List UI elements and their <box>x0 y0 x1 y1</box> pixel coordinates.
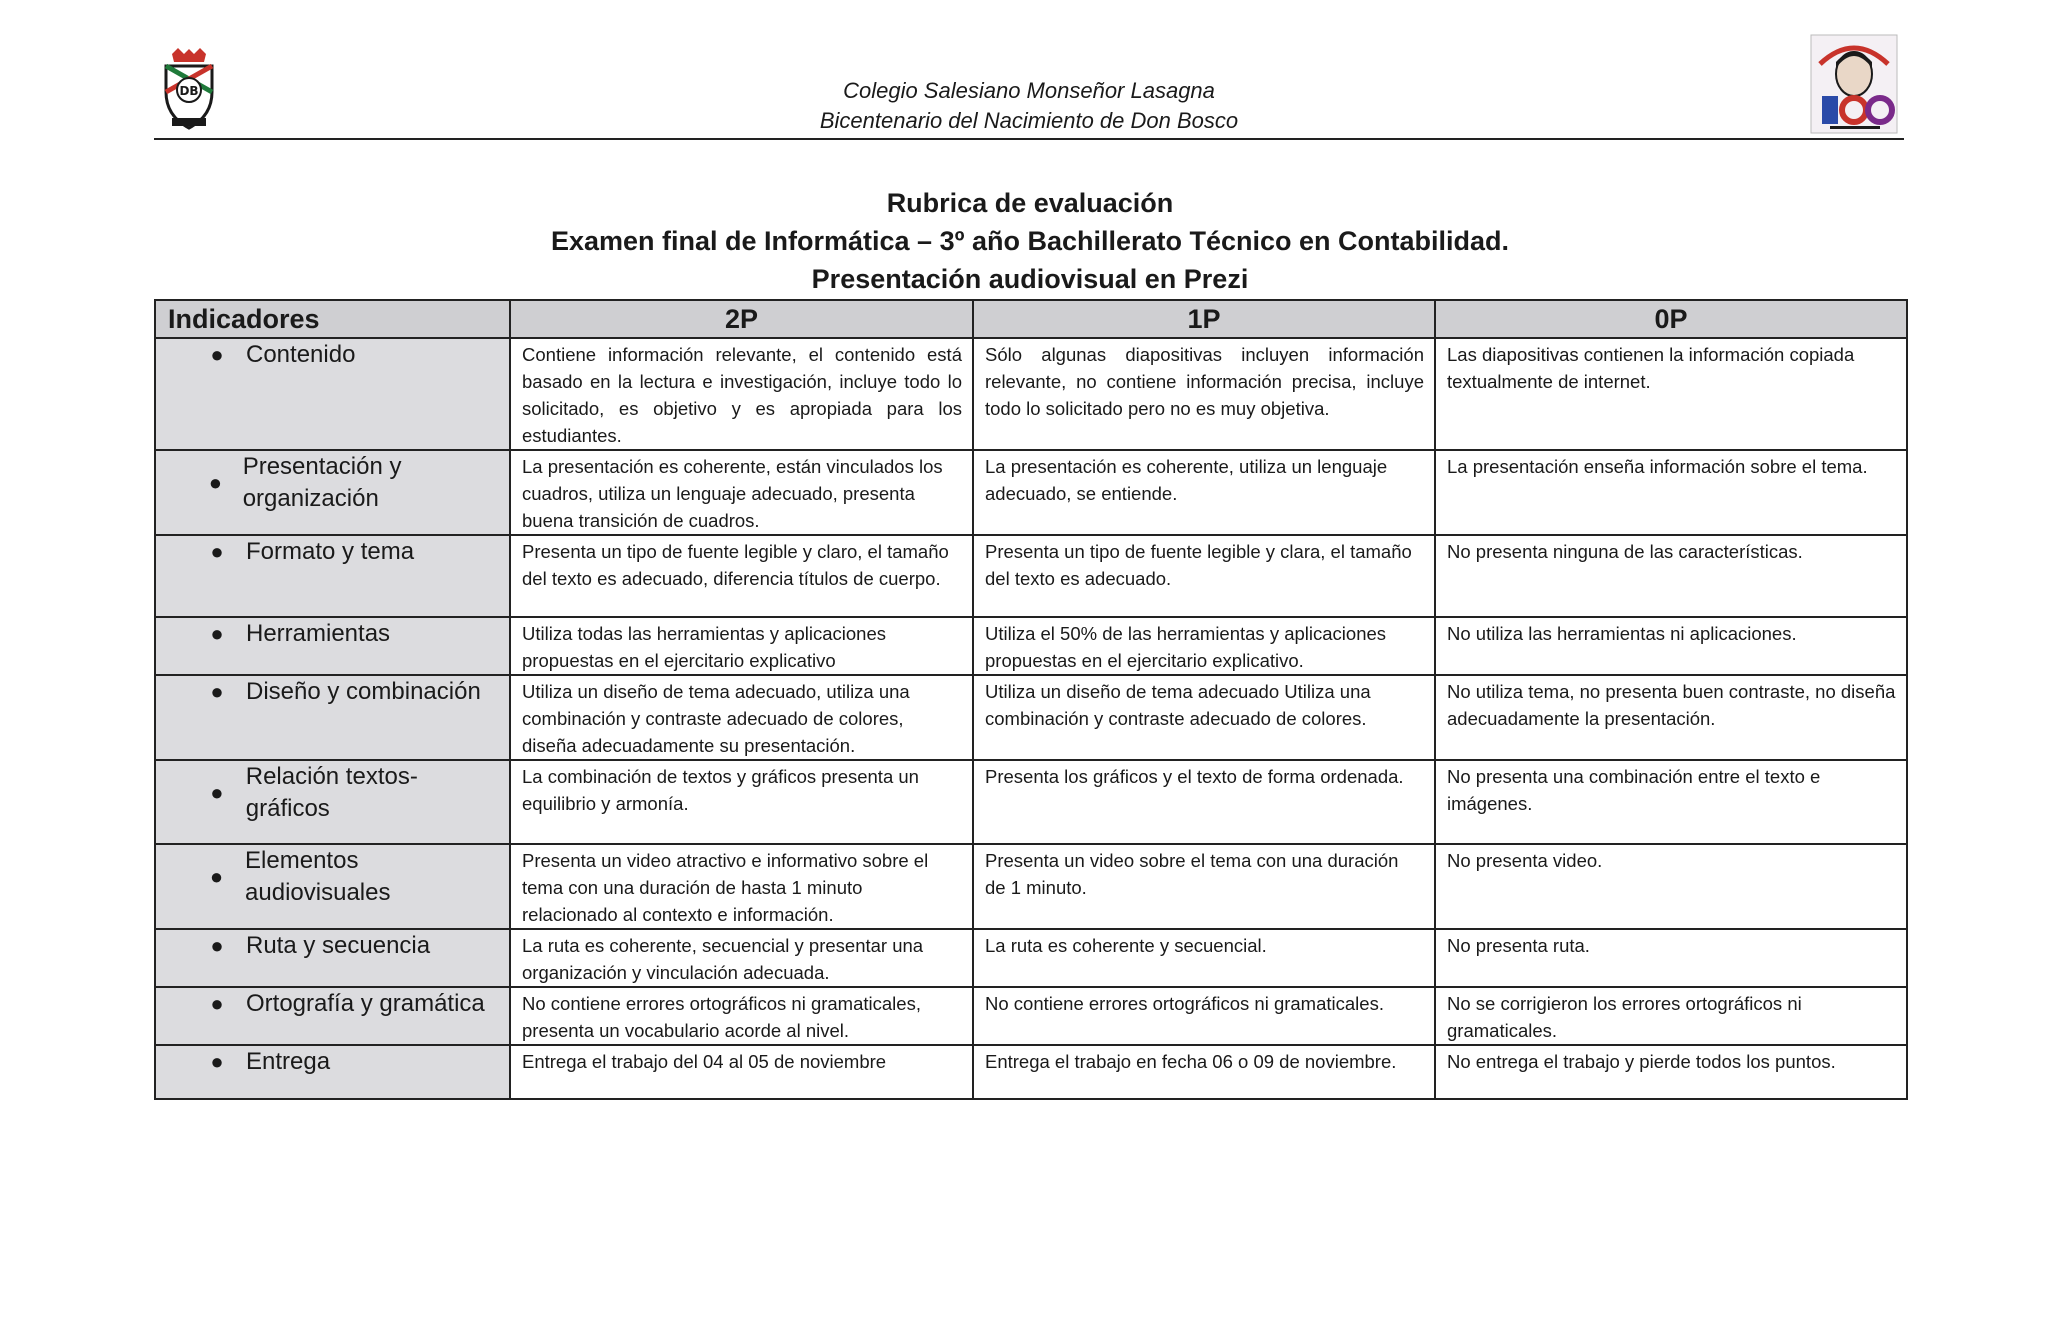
criteria-2p: La ruta es coherente, secuencial y presentar una organización y vinculación adecuada. <box>510 929 973 987</box>
rubric-table <box>154 299 1908 1100</box>
table-row <box>155 450 1907 535</box>
criteria-2p: Presenta un video atractivo e informativo sobre el tema con una duración de hasta 1 minuto relacionado al contexto e información. <box>510 844 973 929</box>
table-row <box>155 617 1907 675</box>
page-header <box>154 30 1904 140</box>
indicator-label: Relación textos-gráficos <box>245 763 418 822</box>
header-1p: 1P <box>973 300 1435 338</box>
bullet-icon: ● <box>210 991 224 1016</box>
criteria-1p: Utiliza un diseño de tema adecuado Utiliza una combinación y contraste adecuado de colores. <box>973 675 1435 760</box>
bullet-icon: ● <box>210 1049 224 1074</box>
header-0p: 0P <box>1435 300 1907 338</box>
table-row <box>155 675 1907 760</box>
criteria-0p: Las diapositivas contienen la información copiada textualmente de internet. <box>1435 338 1907 450</box>
presentation-title: Presentación audiovisual en Prezi <box>811 264 1249 294</box>
indicator-label: Presentación y organización <box>242 453 402 512</box>
school-name: Colegio Salesiano Monseñor Lasagna <box>843 78 1215 103</box>
indicator-label: Herramientas <box>246 620 391 647</box>
criteria-1p: No contiene errores ortográficos ni gramaticales. <box>973 987 1435 1045</box>
bullet-icon: ● <box>210 933 224 958</box>
criteria-2p: La presentación es coherente, están vinculados los cuadros, utiliza un lenguaje adecuado, presenta buena transición de cuadros. <box>510 450 973 535</box>
criteria-2p: No contiene errores ortográficos ni gramaticales, presenta un vocabulario acorde al nivel. <box>510 987 973 1045</box>
table-row <box>155 338 1907 450</box>
criteria-0p: No presenta ruta. <box>1435 929 1907 987</box>
indicator-label: Contenido <box>246 341 356 368</box>
criteria-2p: Presenta un tipo de fuente legible y claro, el tamaño del texto es adecuado, diferencia títulos de cuerpo. <box>510 535 973 617</box>
bullet-icon: ● <box>210 621 224 646</box>
table-row <box>155 929 1907 987</box>
bullet-icon: ● <box>208 470 222 495</box>
criteria-1p: Utiliza el 50% de las herramientas y aplicaciones propuestas en el ejercitario explicativo. <box>973 617 1435 675</box>
criteria-2p: Utiliza un diseño de tema adecuado, utiliza una combinación y contraste adecuado de colores, diseña adecuadamente su presentación. <box>510 675 973 760</box>
indicator-cell <box>155 987 510 1045</box>
exam-title: Examen final de Informática – 3º año Bachillerato Técnico en Contabilidad. <box>550 226 1510 256</box>
table-row <box>155 535 1907 617</box>
criteria-0p: No utiliza tema, no presenta buen contraste, no diseña adecuadamente la presentación. <box>1435 675 1907 760</box>
criteria-1p: Presenta un tipo de fuente legible y clara, el tamaño del texto es adecuado. <box>973 535 1435 617</box>
criteria-1p: La presentación es coherente, utiliza un lenguaje adecuado, se entiende. <box>973 450 1435 535</box>
table-header-row <box>155 300 1907 338</box>
indicator-cell <box>155 338 510 450</box>
criteria-1p: Presenta un video sobre el tema con una duración de 1 minuto. <box>973 844 1435 929</box>
indicator-label: Entrega <box>246 1048 331 1075</box>
indicator-cell <box>155 929 510 987</box>
criteria-2p: Contiene información relevante, el contenido está basado en la lectura e investigación, incluye todo lo solicitado, es objetivo y es apropiada para los estudiantes. <box>510 338 973 450</box>
table-row <box>155 1045 1907 1099</box>
criteria-1p: La ruta es coherente y secuencial. <box>973 929 1435 987</box>
svg-text:DB: DB <box>179 84 199 98</box>
indicator-cell <box>155 1045 510 1099</box>
indicator-cell <box>155 450 510 535</box>
indicator-cell <box>155 617 510 675</box>
bullet-icon: ● <box>210 780 224 805</box>
indicator-label: Ortografía y gramática <box>246 990 485 1017</box>
table-row <box>155 760 1907 844</box>
criteria-2p: Utiliza todas las herramientas y aplicaciones propuestas en el ejercitario explicativo <box>510 617 973 675</box>
indicator-cell <box>155 675 510 760</box>
indicator-cell <box>155 760 510 844</box>
bullet-icon: ● <box>210 539 224 564</box>
criteria-0p: No utiliza las herramientas ni aplicaciones. <box>1435 617 1907 675</box>
rubric-title: Rubrica de evaluación <box>886 188 1174 218</box>
bullet-icon: ● <box>209 864 224 889</box>
indicator-label: Ruta y secuencia <box>246 932 431 959</box>
school-subtitle: Bicentenario del Nacimiento de Don Bosco <box>819 108 1239 133</box>
criteria-0p: No presenta video. <box>1435 844 1907 929</box>
indicator-label: Elementos audiovisuales <box>245 847 391 906</box>
criteria-2p: Entrega el trabajo del 04 al 05 de noviembre <box>510 1045 973 1099</box>
indicator-label: Diseño y combinación <box>246 678 481 705</box>
criteria-0p: No entrega el trabajo y pierde todos los puntos. <box>1435 1045 1907 1099</box>
criteria-2p: La combinación de textos y gráficos presenta un equilibrio y armonía. <box>510 760 973 844</box>
bullet-icon: ● <box>210 679 224 704</box>
criteria-1p: Presenta los gráficos y el texto de forma ordenada. <box>973 760 1435 844</box>
document-title-block <box>154 184 1906 298</box>
criteria-1p: Sólo algunas diapositivas incluyen información relevante, no contiene información precisa, incluye todo lo solicitado pero no es muy objetiva. <box>973 338 1435 450</box>
header-2p: 2P <box>510 300 973 338</box>
header-indicadores: Indicadores <box>155 300 510 338</box>
criteria-0p: No presenta una combinación entre el texto e imágenes. <box>1435 760 1907 844</box>
indicator-cell <box>155 535 510 617</box>
bullet-icon: ● <box>210 342 224 367</box>
indicator-label: Formato y tema <box>246 538 415 565</box>
bicentennial-logo <box>1810 34 1898 134</box>
criteria-0p: No presenta ninguna de las características. <box>1435 535 1907 617</box>
criteria-1p: Entrega el trabajo en fecha 06 o 09 de noviembre. <box>973 1045 1435 1099</box>
table-row <box>155 844 1907 929</box>
indicator-cell <box>155 844 510 929</box>
criteria-0p: No se corrigieron los errores ortográficos ni gramaticales. <box>1435 987 1907 1045</box>
criteria-0p: La presentación enseña información sobre el tema. <box>1435 450 1907 535</box>
table-row <box>155 987 1907 1045</box>
